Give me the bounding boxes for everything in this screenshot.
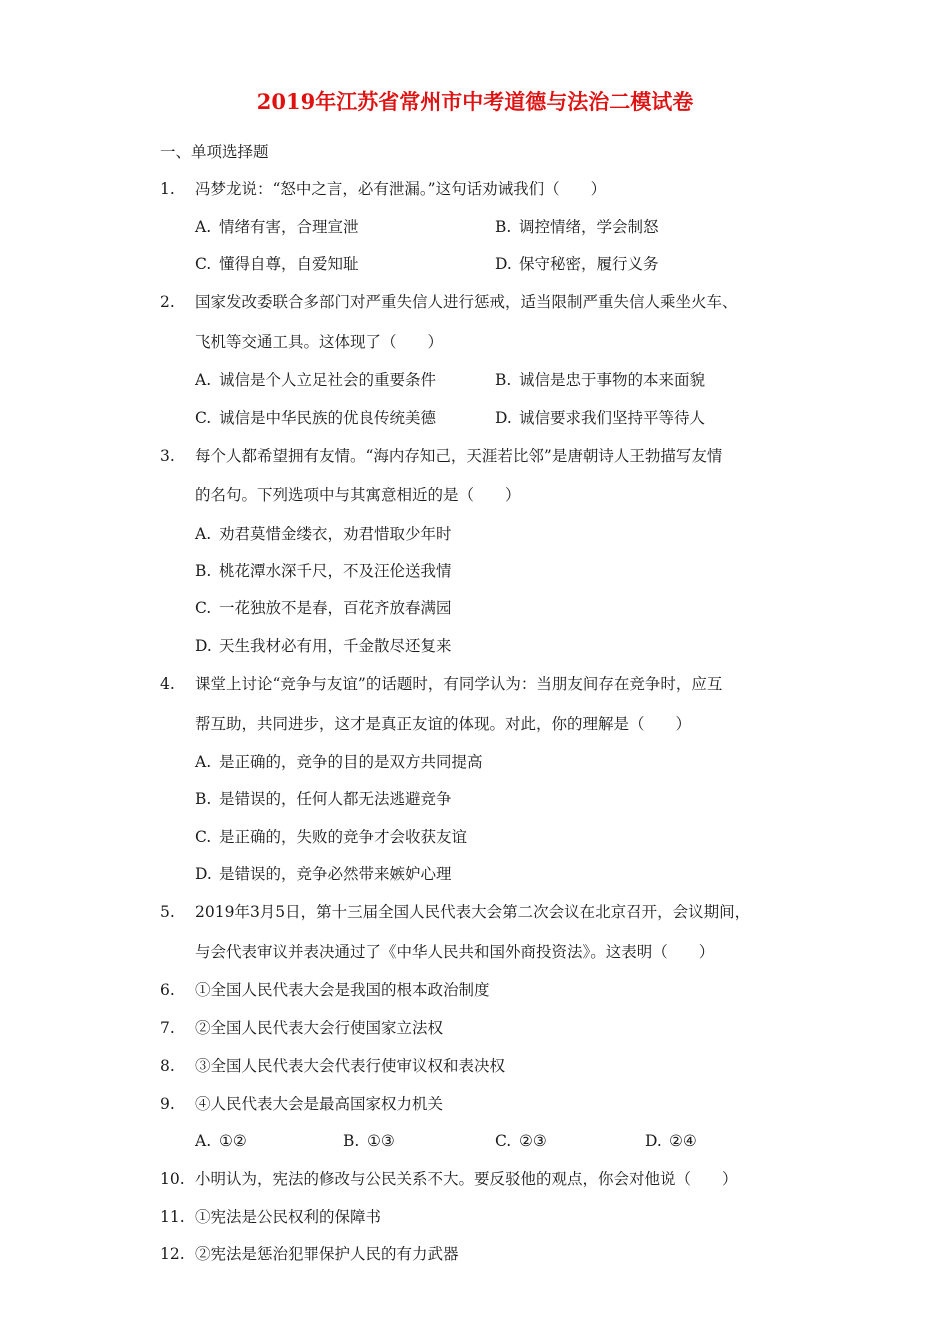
question-number: 8. [160, 1057, 175, 1075]
option-text: 一花独放不是春，百花齐放春满园 [219, 599, 452, 617]
question-text: ②宪法是惩治犯罪保护人民的有力武器 [195, 1245, 459, 1263]
option-text: ②③ [519, 1132, 547, 1150]
question-text: ③全国人民代表大会代表行使审议权和表决权 [195, 1057, 506, 1075]
option-letter: D. [645, 1132, 662, 1150]
option-letter: C. [195, 599, 212, 617]
question-text: ②全国人民代表大会行使国家立法权 [195, 1019, 444, 1037]
option-letter: A. [195, 753, 212, 771]
option-b[interactable] [495, 217, 659, 237]
option-c[interactable] [195, 827, 467, 847]
option-letter: C. [495, 1132, 512, 1150]
question-text: 2019年3月5日，第十三届全国人民代表大会第二次会议在北京召开，会议期间， [195, 903, 751, 921]
section-heading: 一、单项选择题 [160, 143, 269, 161]
option-letter: B. [343, 1132, 360, 1150]
question-number: 12. [160, 1245, 185, 1263]
question-text: 冯梦龙说：“怒中之言，必有泄漏。”这句话劝诫我们（ ） [195, 180, 607, 198]
option-letter: C. [195, 409, 212, 427]
exam-title: 2019年江苏省常州市中考道德与法治二模试卷 [256, 89, 694, 114]
option-c[interactable] [195, 408, 436, 428]
question-number: 5. [160, 903, 175, 921]
question-number: 6. [160, 981, 175, 999]
option-letter: B. [195, 790, 212, 808]
question-number: 11. [160, 1208, 185, 1226]
question-number: 9. [160, 1095, 175, 1113]
option-text: 情绪有害，合理宣泄 [219, 218, 359, 236]
option-d[interactable] [495, 254, 659, 274]
question-text: ①全国人民代表大会是我国的根本政治制度 [195, 981, 490, 999]
option-a[interactable] [195, 1131, 247, 1151]
option-text: 懂得自尊，自爱知耻 [219, 255, 359, 273]
option-text: 是正确的，竞争的目的是双方共同提高 [219, 753, 483, 771]
option-b[interactable] [495, 370, 705, 390]
option-letter: D. [495, 409, 512, 427]
question-number: 2. [160, 293, 175, 311]
option-text: 是正确的，失败的竞争才会收获友谊 [219, 828, 468, 846]
option-c[interactable] [195, 254, 359, 274]
question-number: 1. [160, 180, 175, 198]
option-text: 劝君莫惜金缕衣，劝君惜取少年时 [219, 525, 452, 543]
option-b[interactable] [343, 1131, 395, 1151]
option-letter: B. [195, 562, 212, 580]
option-letter: A. [195, 525, 212, 543]
question-text: 国家发改委联合多部门对严重失信人进行惩戒，适当限制严重失信人乘坐火车、 [195, 293, 738, 311]
option-b[interactable] [195, 561, 452, 581]
option-text: 诚信是忠于事物的本来面貌 [519, 371, 706, 389]
option-c[interactable] [495, 1131, 547, 1151]
option-letter: D. [195, 865, 212, 883]
option-text: ②④ [669, 1132, 697, 1150]
option-letter: A. [195, 1132, 212, 1150]
option-text: ①② [219, 1132, 247, 1150]
option-letter: B. [495, 218, 512, 236]
option-letter: D. [495, 255, 512, 273]
option-text: 是错误的，竞争必然带来嫉妒心理 [219, 865, 452, 883]
option-letter: B. [495, 371, 512, 389]
question-number: 3. [160, 447, 175, 465]
question-text: ①宪法是公民权利的保障书 [195, 1208, 382, 1226]
option-b[interactable] [195, 789, 452, 809]
option-d[interactable] [495, 408, 705, 428]
option-d[interactable] [195, 636, 452, 656]
option-letter: D. [195, 637, 212, 655]
question-text: 每个人都希望拥有友情。“海内存知己，天涯若比邻”是唐朝诗人王勃描写友情 [195, 447, 723, 465]
question-text: 的名句。下列选项中与其寓意相近的是（ ） [195, 486, 521, 504]
option-a[interactable] [195, 370, 436, 390]
option-text: 桃花潭水深千尺，不及汪伦送我情 [219, 562, 452, 580]
question-number: 4. [160, 675, 175, 693]
option-a[interactable] [195, 217, 359, 237]
option-c[interactable] [195, 598, 452, 618]
option-a[interactable] [195, 752, 483, 772]
option-letter: A. [195, 218, 212, 236]
option-a[interactable] [195, 524, 452, 544]
option-text: ①③ [367, 1132, 395, 1150]
option-text: 诚信是个人立足社会的重要条件 [219, 371, 437, 389]
question-text: 与会代表审议并表决通过了《中华人民共和国外商投资法》。这表明（ ） [195, 943, 715, 961]
question-number: 10. [160, 1170, 185, 1188]
question-text: 小明认为，宪法的修改与公民关系不大。要反驳他的观点，你会对他说（ ） [195, 1170, 738, 1188]
option-d[interactable] [195, 864, 452, 884]
option-text: 诚信是中华民族的优良传统美德 [219, 409, 437, 427]
question-number: 7. [160, 1019, 175, 1037]
option-text: 调控情绪，学会制怒 [519, 218, 659, 236]
question-text: 帮互助，共同进步，这才是真正友谊的体现。对此，你的理解是（ ） [195, 715, 692, 733]
option-letter: C. [195, 828, 212, 846]
option-letter: A. [195, 371, 212, 389]
question-text: ④人民代表大会是最高国家权力机关 [195, 1095, 444, 1113]
option-text: 是错误的，任何人都无法逃避竞争 [219, 790, 452, 808]
question-text: 飞机等交通工具。这体现了（ ） [195, 333, 444, 351]
option-text: 诚信要求我们坚持平等待人 [519, 409, 706, 427]
option-d[interactable] [645, 1131, 697, 1151]
option-letter: C. [195, 255, 212, 273]
question-text: 课堂上讨论“竞争与友谊”的话题时，有同学认为：当朋友间存在竞争时，应互 [195, 675, 723, 693]
option-text: 保守秘密，履行义务 [519, 255, 659, 273]
option-text: 天生我材必有用，千金散尽还复来 [219, 637, 452, 655]
